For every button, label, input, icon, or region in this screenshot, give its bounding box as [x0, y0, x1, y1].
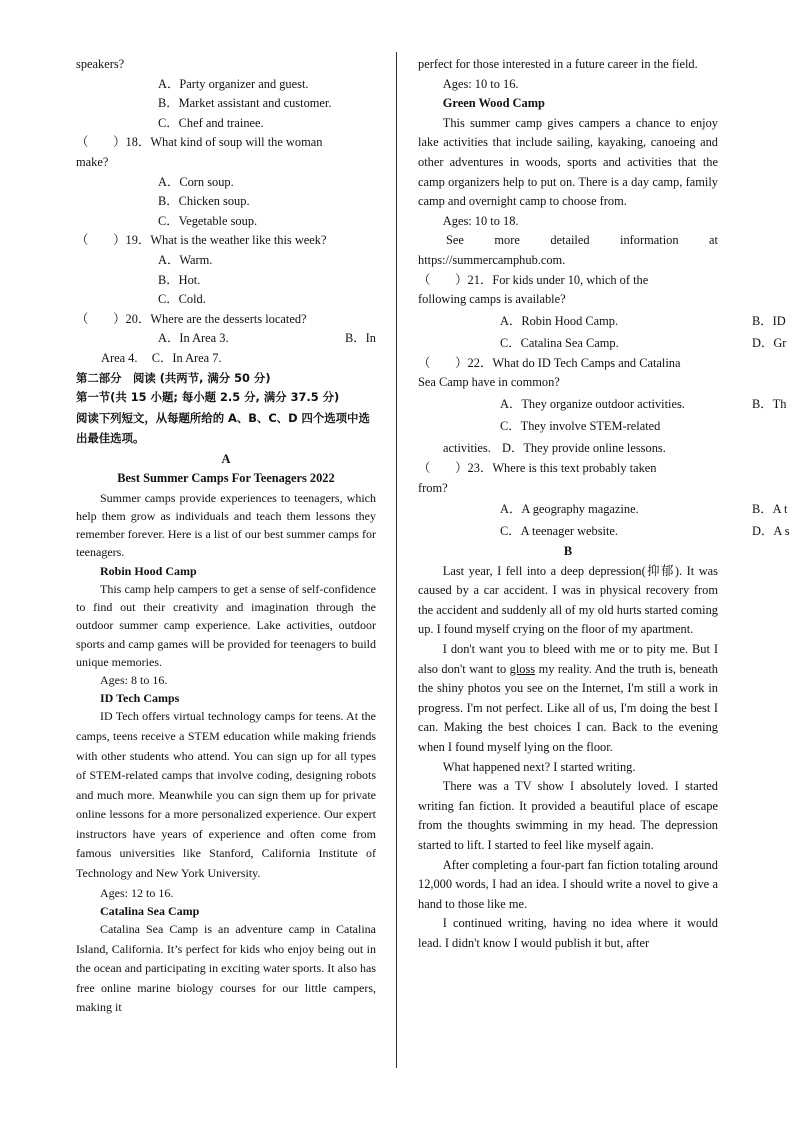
- left-column: [76, 55, 376, 1018]
- q21-option-b: B．ID: [752, 313, 786, 328]
- passage-b-p2-end: my reality. And the truth is, beneath the shiny photos you see on the Internet, I'm still a work in progress. I'm not perfect. Like all of us, I'm doing the best I can. Making the best choices I can. Back to the evening when I found myself lying on the floor.: [418, 661, 718, 755]
- see-more-word: at: [709, 233, 718, 248]
- column-divider: [396, 52, 397, 1068]
- q17-option-c: C．Chef and trainee.: [158, 115, 264, 130]
- camp-catalina-text: Catalina Sea Camp is an adventure camp in Catalina Island, California. It’s perfect for kids who enjoy being out in the ocean and participating in exciting water sports. It also has free online marine biology courses for our little campers, making it: [76, 922, 376, 1015]
- q20-option-a: A．In Area 3.: [158, 331, 229, 346]
- q20-option-row2: [76, 349, 376, 369]
- q18-option-b: B．Chicken soup.: [158, 194, 250, 209]
- q22-stem: （ ）22．What do ID Tech Camps and Catalina: [418, 355, 681, 370]
- see-more-word: detailed: [550, 233, 590, 248]
- q17-option-b: B．Market assistant and customer.: [158, 96, 332, 111]
- q23-option-c: C．A teenager website.: [500, 524, 619, 539]
- q21-option-c: C．Catalina Sea Camp.: [500, 335, 619, 350]
- camp-green-wood-ages: Ages: 10 to 18.: [442, 213, 519, 228]
- q23-options-row2: [418, 520, 790, 542]
- passage-b-paragraph-1: Last year, I fell into a deep depression(抑郁). It was caused by a car accident. I was in physical recovery from the accident and suddenly all of my old hurts started coming up. I found myself crying on the floor of my apartment.: [418, 563, 718, 637]
- passage-b-letter: B: [563, 544, 573, 559]
- camp-id-tech-ages: Ages: 12 to 16.: [100, 885, 174, 900]
- q23-option-d: D．A s: [752, 524, 790, 539]
- q17-stem-tail: speakers?: [76, 57, 125, 71]
- q22-options-row3: [418, 437, 718, 459]
- q22-options-row1: [418, 393, 787, 415]
- section-title: 第二部分 阅读 (共两节, 满分 50 分): [76, 370, 271, 385]
- q21-options-row2: [418, 332, 787, 354]
- q23-stem: （ ）23．Where is this text probably taken: [418, 460, 657, 475]
- q20-stem: （ ）20．Where are the desserts located?: [76, 311, 307, 326]
- camp-green-wood-text: This summer camp gives campers a chance to enjoy lake activities that include sailing, kayaking, canoeing and other adventures in woods, sports and activities that the camp organizers help to put on. There is a day camp, family camp and overnight camp to choose from.: [418, 115, 718, 209]
- q22-option-b: B．Th: [752, 396, 787, 411]
- camp-id-tech-heading: ID Tech Camps: [100, 691, 180, 706]
- camp-id-tech-text: ID Tech offers virtual technology camps for teens. At the camps, teens receive a STEM education while making friends with other students who attend. You can sign up for all types of STEM-related camps that involve coding, designing robots and much more. Meanwhile you can sign them up for private online lessons for a more personalized experience. Our expert instructors have years of experience and often come from famous universities like Stanford, California Institute of Technology and New York University.: [76, 709, 376, 881]
- q17-option-a: A．Party organizer and guest.: [158, 76, 309, 91]
- q21-option-d: D．Gr: [752, 335, 787, 350]
- passage-b-paragraph-4: There was a TV show I absolutely loved. I started writing fan fiction. It provided a beautiful place of escape from the thoughts swimming in my head. The depression started to lift. I started to feel like myself again.: [418, 779, 718, 852]
- q19-option-c: C．Cold.: [158, 292, 206, 307]
- camp-robin-hood-heading: Robin Hood Camp: [100, 563, 197, 578]
- q23-option-a: A．A geography magazine.: [500, 502, 639, 517]
- website-link[interactable]: https://summercamphub.com.: [418, 252, 566, 267]
- q19-option-a: A．Warm.: [158, 252, 213, 267]
- q22-option-c-end: activities.: [443, 440, 491, 455]
- q20-option-b: B．In: [345, 331, 376, 346]
- q19-stem: （ ）19．What is the weather like this week?: [76, 233, 327, 248]
- see-more-word: more: [494, 233, 520, 248]
- camp-catalina-heading: Catalina Sea Camp: [100, 903, 200, 918]
- q20-option-c: C．In Area 7.: [151, 350, 222, 365]
- q21-stem-cont: following camps is available?: [418, 292, 566, 307]
- see-more-line: [418, 231, 718, 251]
- q23-stem-cont: from?: [418, 480, 448, 495]
- right-column: [418, 55, 790, 954]
- q21-option-a: A．Robin Hood Camp.: [500, 313, 619, 328]
- passage-a-intro: Summer camps provide experiences to teenagers, which help them grow as individuals and teach them lessons they remember forever. Here is a list of our best summer camps for teenagers.: [76, 490, 376, 560]
- section-subtitle: 第一节(共 15 小题; 每小题 2.5 分, 满分 37.5 分): [76, 390, 340, 405]
- see-more-word: information: [620, 233, 679, 248]
- camp-green-wood-heading: Green Wood Camp: [442, 96, 545, 111]
- camp-robin-hood-text: This camp help campers to get a sense of self-confidence to find out their creativity and imagination through the outdoor summer camp experience. Lake activities, outdoor sports and camp games will be provided for teenagers to build unique memories.: [76, 581, 376, 669]
- q18-stem-cont: make?: [76, 154, 109, 169]
- underlined-word-gloss: gloss: [509, 661, 536, 676]
- camp-catalina-ages: Ages: 10 to 16.: [442, 76, 519, 91]
- q21-stem: （ ）21．For kids under 10, which of the: [418, 272, 649, 287]
- passage-b-paragraph-5: After completing a four-part fan fiction totaling around 12,000 words, I had an idea. I should write a novel to give a hand to those like me.: [418, 857, 718, 911]
- passage-b-p2-start: I don't want you to bleed with me or to pity me. But I also don't want to: [418, 642, 718, 676]
- q22-option-a: A．They organize outdoor activities.: [500, 396, 685, 411]
- q19-option-b: B．Hot.: [158, 272, 201, 287]
- camp-catalina-text-cont: perfect for those interested in a future career in the field.: [418, 57, 698, 71]
- q20-option-row1: [76, 329, 376, 349]
- q22-option-c: C．They involve STEM-related: [500, 418, 661, 433]
- q22-stem-cont: Sea Camp have in common?: [418, 375, 560, 390]
- camp-robin-hood-ages: Ages: 8 to 16.: [100, 672, 168, 687]
- passage-a-letter: A: [221, 451, 231, 466]
- q18-option-c: C．Vegetable soup.: [158, 213, 258, 228]
- q18-stem: （ ）18．What kind of soup will the woman: [76, 135, 323, 150]
- see-more-word: See: [446, 233, 464, 248]
- q22-option-d: D．They provide online lessons.: [502, 440, 666, 455]
- q18-option-a: A．Corn soup.: [158, 174, 234, 189]
- q22-options-row2: [418, 415, 718, 437]
- passage-b-paragraph-2: [418, 640, 718, 758]
- q23-option-b: B．A t: [752, 502, 788, 517]
- passage-a-title: Best Summer Camps For Teenagers 2022: [117, 471, 335, 486]
- q21-options-row1: [418, 310, 786, 332]
- q23-options-row1: [418, 498, 788, 520]
- passage-b-paragraph-6: I continued writing, having no idea where it would lead. I didn't know I would publish it but, after: [418, 916, 718, 950]
- passage-b-paragraph-3: What happened next? I started writing.: [442, 759, 636, 774]
- q20-option-b-end: Area 4.: [101, 350, 138, 365]
- reading-instructions: 阅读下列短文，从每题所给的 A、B、C、D 四个选项中选出最佳选项。: [76, 410, 370, 445]
